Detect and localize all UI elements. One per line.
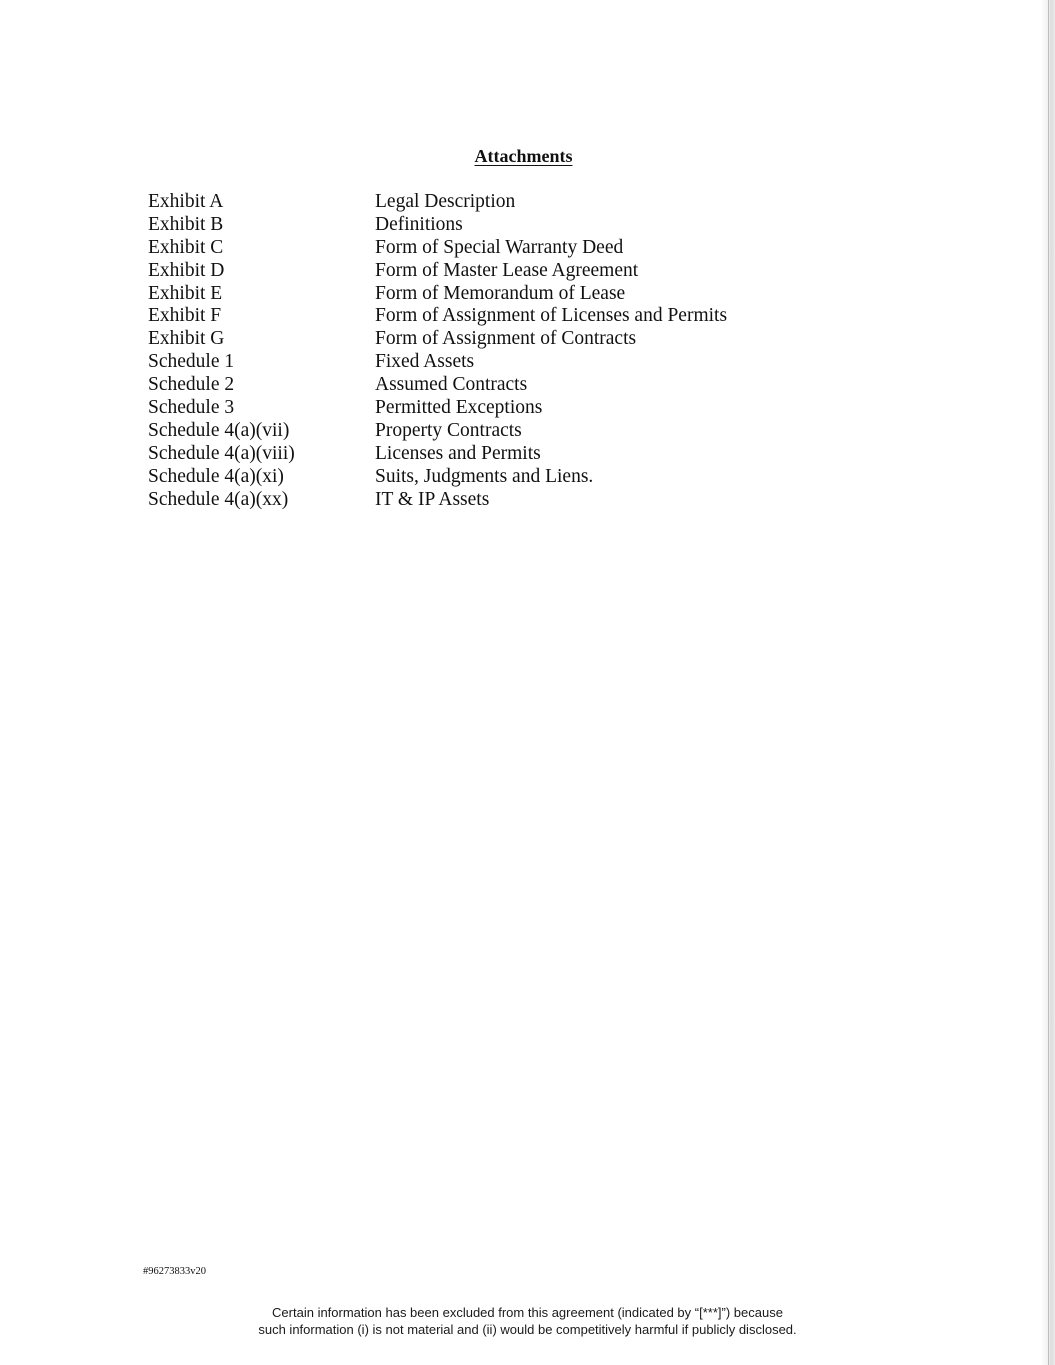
attachment-label: Exhibit F <box>148 305 222 327</box>
attachments-list <box>148 191 848 511</box>
attachment-label: Exhibit E <box>148 282 223 304</box>
attachment-description: Definitions <box>375 213 463 235</box>
attachment-description: IT & IP Assets <box>375 488 490 510</box>
attachment-row <box>148 351 848 374</box>
attachment-label: Exhibit A <box>148 191 224 212</box>
attachment-row <box>148 397 848 420</box>
attachment-label: Schedule 1 <box>148 351 235 373</box>
attachment-description: Assumed Contracts <box>375 374 528 396</box>
attachment-label: Schedule 4(a)(vii) <box>148 419 290 441</box>
attachment-row <box>148 305 848 328</box>
attachment-description: Legal Description <box>375 191 516 212</box>
disclaimer-line: such information (i) is not material and (ii) would be competitively harmful if publicly disclosed. <box>258 1322 797 1337</box>
attachment-row <box>148 237 848 260</box>
attachment-row <box>148 443 848 466</box>
attachment-label: Exhibit C <box>148 236 224 258</box>
attachment-row <box>148 489 848 512</box>
attachment-label: Exhibit D <box>148 259 225 281</box>
disclaimer-line: Certain information has been excluded from this agreement (indicated by “[***]”) because <box>272 1305 783 1320</box>
attachment-description: Suits, Judgments and Liens. <box>375 465 594 487</box>
attachment-label: Schedule 3 <box>148 397 235 419</box>
attachment-row <box>148 191 848 214</box>
attachment-label: Schedule 4(a)(xx) <box>148 488 289 510</box>
attachment-row <box>148 466 848 489</box>
attachment-row <box>148 420 848 443</box>
attachment-description: Form of Master Lease Agreement <box>375 259 639 281</box>
attachment-description: Form of Assignment of Contracts <box>375 328 637 350</box>
attachment-label: Exhibit B <box>148 213 224 235</box>
attachment-description: Licenses and Permits <box>375 442 541 464</box>
attachment-label: Exhibit G <box>148 328 225 350</box>
attachment-label: Schedule 4(a)(xi) <box>148 465 284 487</box>
disclaimer <box>0 1304 1055 1338</box>
attachment-row <box>148 214 848 237</box>
attachment-description: Form of Assignment of Licenses and Permits <box>375 305 728 327</box>
attachment-row <box>148 374 848 397</box>
attachment-description: Permitted Exceptions <box>375 397 543 419</box>
attachment-label: Schedule 4(a)(viii) <box>148 442 295 464</box>
scan-edge-line <box>1048 0 1049 1365</box>
attachment-row <box>148 328 848 351</box>
document-id: #96273833v20 <box>143 1266 206 1277</box>
attachment-row <box>148 283 848 306</box>
page-title: Attachments <box>474 146 573 166</box>
attachment-label: Schedule 2 <box>148 374 235 396</box>
attachment-description: Form of Special Warranty Deed <box>375 236 624 258</box>
attachment-description: Property Contracts <box>375 419 522 441</box>
attachment-row <box>148 260 848 283</box>
attachment-description: Form of Memorandum of Lease <box>375 282 626 304</box>
attachment-description: Fixed Assets <box>375 351 475 373</box>
